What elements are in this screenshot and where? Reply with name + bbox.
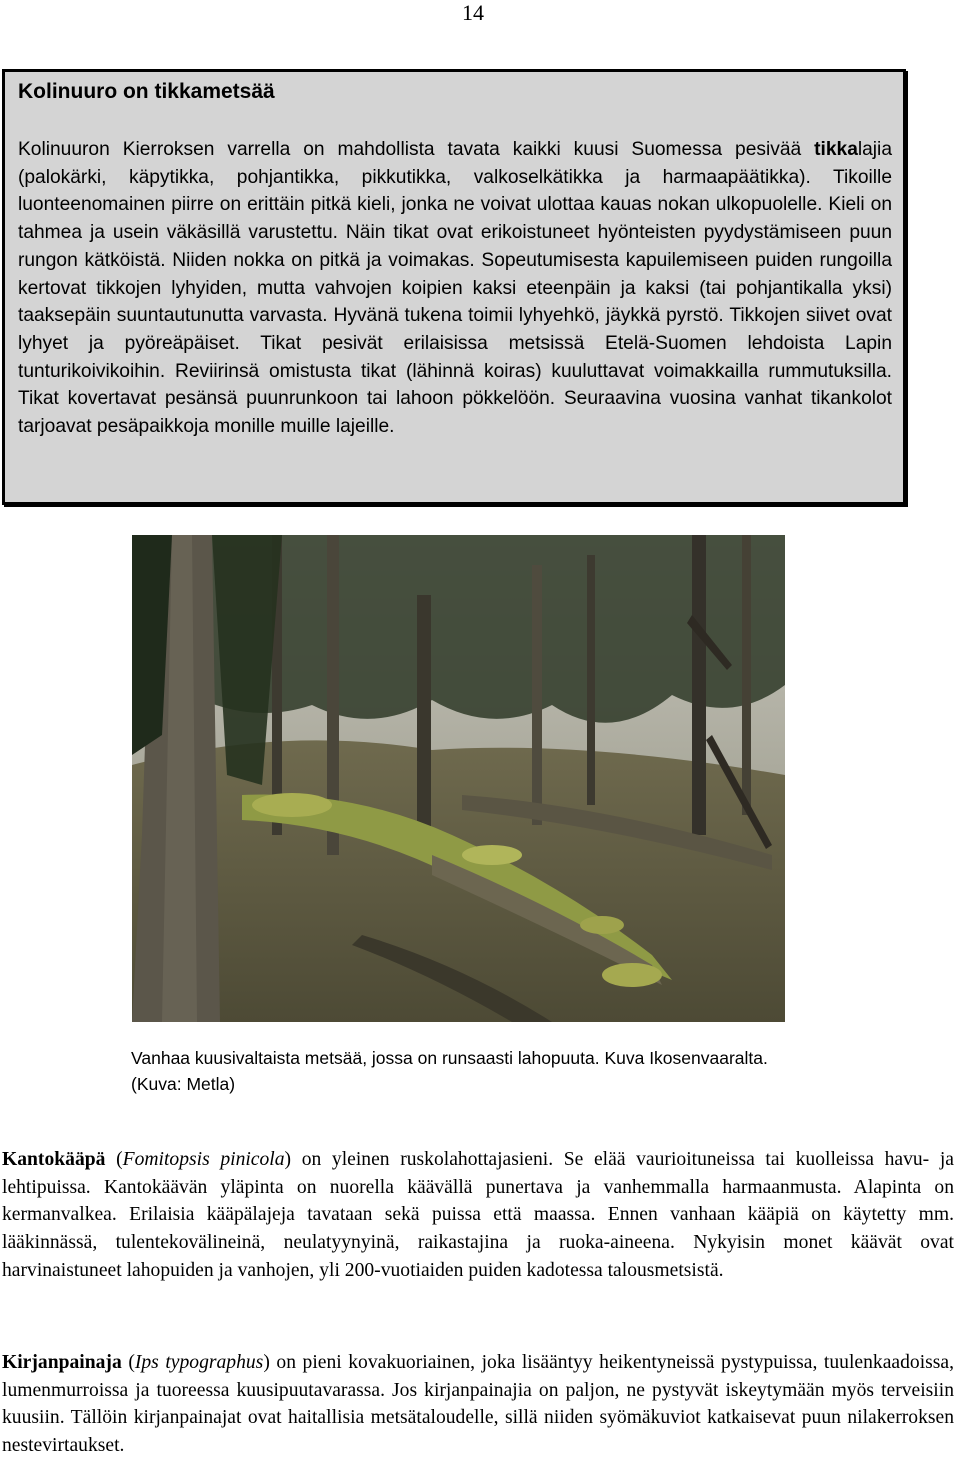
info-box-text: Kolinuuron Kierroksen varrella on mahdollista tavata kaikki kuusi Suomessa pesivää tikkalajia (palokärki, käpytikka, pohjantikka, pikkutikka, valkoselkätikka ja harmaapäätikka). Tikoille luonteenomainen piirre on erittäin pitkä kieli, jonka ne voivat ulottaa kauas nokan ulkopuolelle. Kieli on tahmea ja usein väkäsillä varustettu. Näin tikat ovat erikoistuneet hyönteisten pyydystämiseen puun rungon kätköistä. Niiden nokka on pitkä ja voimakas. Sopeutumisesta kapuilemiseen puiden rungoilla kertovat tikkojen lyhyiden, mutta vahvojen koipien kaksi eteenpäin ja kaksi (tai pohjantikalla yksi) taaksepäin suuntautunutta varvasta. Hyvänä tukena toimii lyhyehkö, jäykkä pyrstö. Tikkojen siivet ovat lyhyet ja pyöreäpäiset. Tikat pesivät erilaisissa metsissä Etelä-Suomen lehdoista Lapin tunturikoivikoihin. Reviirinsä omistusta tikat (lähinnä koiras) kuuluttavat voimakkailla rummutuksilla. Tikat kovertavat pesänsä puunrunkoon tai lahoon pökkelöön. Seuraavina vuosina vanhat tikankolot tarjoavat pesäpaikkoja monille muille lajeille.	[18, 139, 892, 438]
term-kirjanpainaja: Kirjanpainaja	[2, 1352, 122, 1373]
info-box-title: Kolinuuro on tikkametsää	[18, 80, 275, 103]
kirjanpainaja-paragraph: Kirjanpainaja (Ips typographus) on pieni kovakuoriainen, joka lisääntyy heikentyneissä pystypuissa, tuulenkaadoissa, lumenmurroissa ja tuoreessa kuusipuutavarassa. Jos kirjanpainajia on paljon, ne pystyvät iskeytymään myös terveisiin kuusiin. Tällöin kirjanpainajat ovat haitallisia metsätaloudelle, sillä niiden syömäkuviot katkaisevat puun nilakerroksen nestevirtaukset.	[2, 1352, 954, 1457]
term-kantokaapa: Kantokääpä	[2, 1149, 106, 1170]
latin-name: Ips typographus	[134, 1352, 264, 1373]
forest-photo	[132, 535, 785, 1022]
photo-caption: Vanhaa kuusivaltaista metsää, jossa on runsaasti lahopuuta. Kuva Ikosenvaaralta. (Kuva: Metla)	[131, 1048, 768, 1094]
page-number: 14	[462, 0, 484, 25]
latin-name: Fomitopsis pinicola	[122, 1149, 285, 1170]
bold-term: tikka	[814, 139, 858, 160]
kantokaapa-paragraph: Kantokääpä (Fomitopsis pinicola) on yleinen ruskolahottajasieni. Se elää vaurioituneissa tai kuolleissa havu- ja lehtipuissa. Kantokäävän yläpinta on nuorella käävällä punertava ja vanhemmalla harmaanmusta. Alapinta on kermanvalkea. Erilaisia kääpälajeja tavataan sekä puissa että maassa. Ennen vanhaan kääpiä on käytetty mm. lääkinnässä, tulentekovälineinä, neulatyynyinä, raikastajina ja ruoka-aineena. Nykyisin monet käävät ovat harvinaistuneet lahopuiden ja vanhojen, yli 200-vuotiaiden puiden kadotessa talousmetsistä.	[2, 1149, 954, 1281]
